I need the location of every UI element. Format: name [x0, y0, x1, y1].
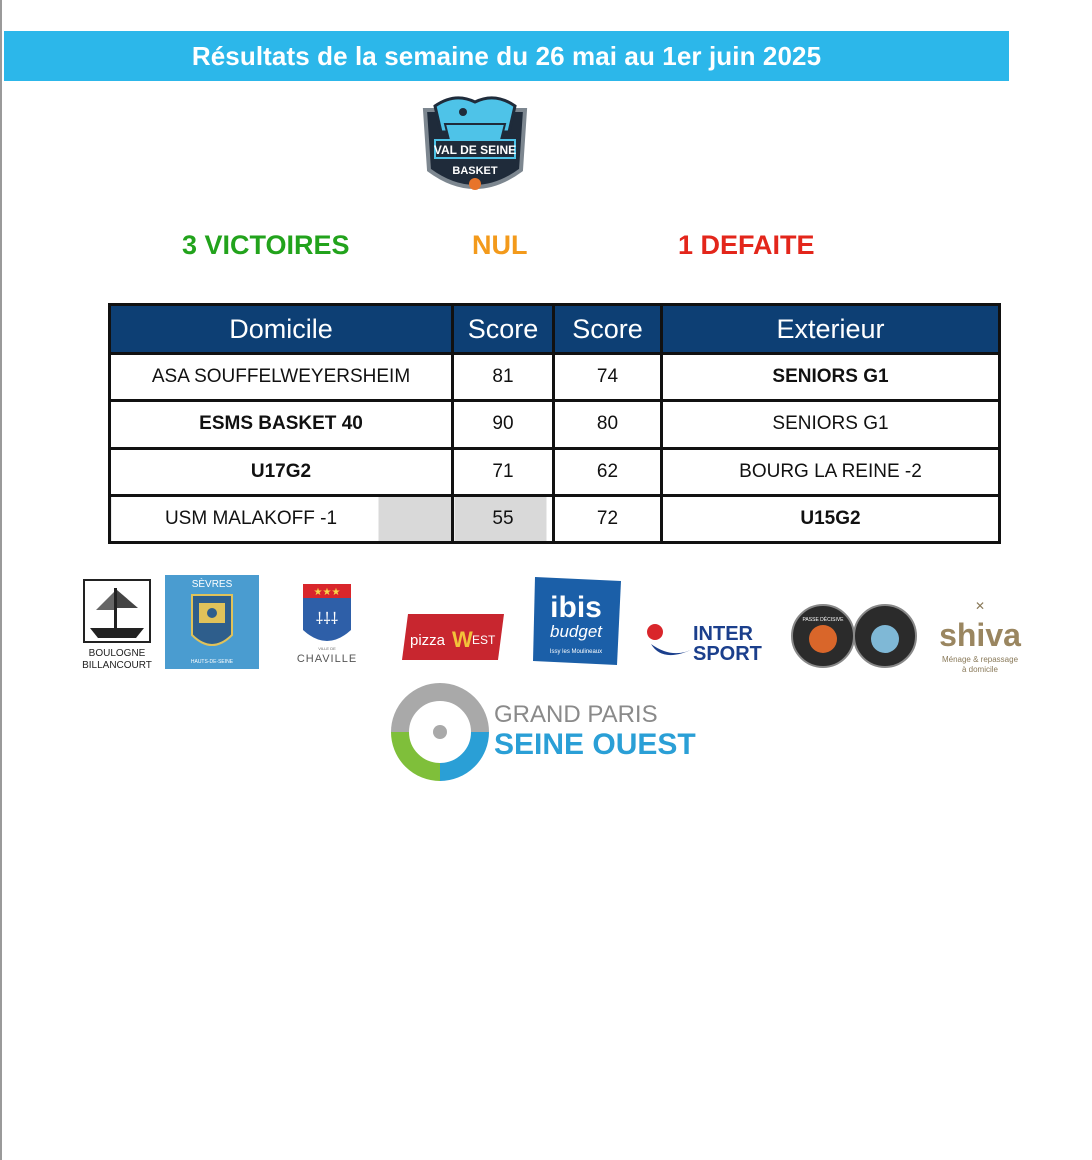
- shiva-tagline1: Ménage & repassage: [941, 655, 1019, 664]
- ibis-line2: budget: [550, 622, 602, 641]
- svg-text:★★★: ★★★: [313, 587, 341, 598]
- club-logo-text-top: VAL DE SEINE: [433, 143, 517, 157]
- passe-decisive-logo: [790, 603, 918, 669]
- away-team: U15G2: [662, 495, 1000, 542]
- pizza-west-logo: [400, 612, 506, 662]
- chaville-pre: VILLE DE: [318, 646, 336, 651]
- table-row: [110, 448, 1000, 495]
- intersport-line1: INTER: [693, 623, 753, 645]
- pizza-w: W: [452, 627, 473, 652]
- home-team: U17G2: [110, 448, 453, 495]
- away-score: 80: [554, 401, 662, 448]
- home-score: 55: [453, 495, 554, 542]
- boulogne-billancourt-logo: [82, 578, 152, 672]
- home-score: 90: [453, 401, 554, 448]
- svg-text:⸸⸸⸸: ⸸⸸⸸: [315, 611, 339, 628]
- away-score: 62: [554, 448, 662, 495]
- away-score: 74: [554, 354, 662, 401]
- header-away-score: Score: [554, 305, 662, 354]
- draws-count: NUL: [472, 230, 528, 260]
- header-away: Exterieur: [662, 305, 1000, 354]
- page-left-border: [0, 0, 2, 1160]
- ibis-line1: ibis: [550, 591, 602, 624]
- home-score: 71: [453, 448, 554, 495]
- sevres-name: SÈVRES: [191, 579, 233, 590]
- boulogne-line1: BOULOGNE: [88, 648, 146, 659]
- home-score: 81: [453, 354, 554, 401]
- chaville-logo: [285, 580, 369, 668]
- ibis-budget-logo: [531, 575, 624, 667]
- wins-count: 3 VICTOIRES: [182, 230, 350, 260]
- page-title: Résultats de la semaine du 26 mai au 1er juin 2025: [4, 31, 1009, 81]
- passe-decisive-text: PASSE DÉCISIVE: [802, 617, 844, 623]
- shiva-name: shiva: [939, 617, 1021, 653]
- gpso-line1: GRAND PARIS: [494, 701, 658, 728]
- grand-paris-seine-ouest-logo: [390, 682, 696, 782]
- chaville-name: CHAVILLE: [296, 653, 358, 665]
- table-row: [110, 495, 1000, 542]
- shiva-tagline2: à domicile: [961, 665, 999, 674]
- val-de-seine-basket-logo: [415, 92, 535, 207]
- home-team: ASA SOUFFELWEYERSHEIM: [110, 354, 453, 401]
- club-logo-text-bottom: BASKET: [452, 165, 498, 177]
- shiva-logo: [934, 600, 1026, 676]
- home-team: [110, 495, 453, 542]
- pizza-text: pizza: [410, 632, 446, 649]
- away-team: BOURG LA REINE -2: [662, 448, 1000, 495]
- table-header-row: [110, 305, 1000, 354]
- away-team: SENIORS G1: [662, 401, 1000, 448]
- pizza-est: EST: [472, 633, 496, 647]
- gpso-line2: SEINE OUEST: [494, 728, 696, 761]
- away-score: 72: [554, 495, 662, 542]
- home-team-label: USM MALAKOFF -1: [164, 507, 338, 529]
- away-team: SENIORS G1: [662, 354, 1000, 401]
- sevres-sub: HAUTS-DE-SEINE: [190, 659, 234, 665]
- results-table: [108, 303, 1001, 544]
- boulogne-line2: BILLANCOURT: [82, 660, 152, 671]
- header-home: Domicile: [110, 305, 453, 354]
- losses-count: 1 DEFAITE: [678, 230, 815, 260]
- ibis-line3: Issy les Moulineaux: [549, 649, 603, 655]
- header-home-score: Score: [453, 305, 554, 354]
- intersport-line2: SPORT: [693, 643, 762, 665]
- intersport-logo: [645, 620, 770, 664]
- table-row: [110, 354, 1000, 401]
- table-row: [110, 401, 1000, 448]
- svg-text:✕: ✕: [974, 599, 986, 613]
- home-team: ESMS BASKET 40: [110, 401, 453, 448]
- sevres-logo: [165, 575, 259, 669]
